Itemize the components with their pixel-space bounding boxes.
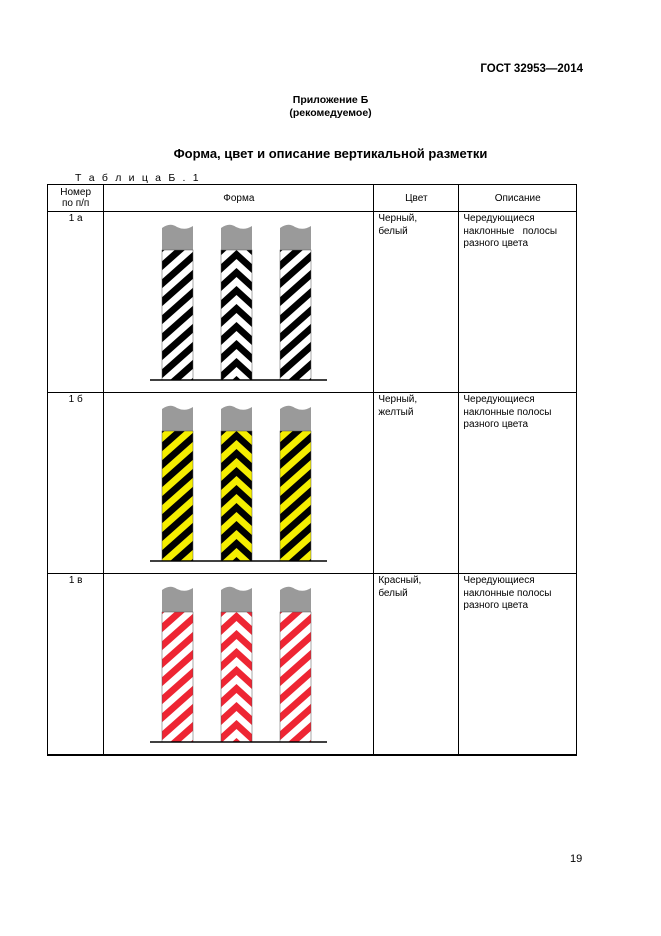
header-number: [48, 185, 104, 212]
header-shape: Форма: [104, 185, 374, 212]
description-line: наклонные полосы: [463, 587, 552, 599]
header-number-line2: по п/п: [61, 198, 90, 209]
row-description: [459, 574, 577, 756]
appendix-heading: [0, 94, 661, 120]
post-illustration: [104, 393, 374, 574]
post-illustration: [104, 212, 374, 393]
color-line: Черный,: [378, 394, 418, 405]
table-row: [48, 393, 577, 574]
color-line: белый: [378, 225, 408, 237]
marking-table: [47, 184, 577, 756]
description-line: наклонные полосы: [463, 406, 552, 418]
table-row: [48, 574, 577, 756]
marking-posts-svg: [104, 212, 373, 392]
description-line: разного цвета: [463, 238, 529, 249]
header-description: Описание: [459, 185, 577, 212]
row-description: [459, 212, 577, 393]
post-cap: [221, 406, 252, 431]
row-number: 1 б: [48, 393, 104, 574]
row-color: [374, 574, 459, 756]
description-line: разного цвета: [463, 600, 529, 611]
post-cap: [162, 406, 193, 431]
marking-posts-svg: [104, 393, 373, 573]
row-color: [374, 393, 459, 574]
page-number: 19: [570, 853, 583, 865]
row-color: [374, 212, 459, 393]
description-line: Чередующиеся: [463, 575, 535, 586]
header-color: Цвет: [374, 185, 459, 212]
header-number-line1: Номер: [60, 187, 92, 198]
color-line: Черный,: [378, 213, 418, 224]
post-cap: [221, 225, 252, 250]
standard-number: ГОСТ 32953—2014: [480, 63, 583, 75]
page-title: Форма, цвет и описание вертикальной разметки: [173, 146, 488, 161]
table-label: Т а б л и ц а Б . 1: [75, 172, 201, 184]
appendix-title: Приложение Б: [292, 94, 369, 106]
marking-posts-svg: [104, 574, 373, 754]
row-number: 1 а: [48, 212, 104, 393]
post-cap: [162, 587, 193, 612]
color-line: желтый: [378, 406, 414, 418]
description-line: наклонные полосы: [463, 225, 558, 237]
post-cap: [280, 225, 311, 250]
post-cap: [280, 406, 311, 431]
description-line: Чередующиеся: [463, 213, 535, 224]
color-line: белый: [378, 587, 408, 599]
appendix-status: (рекомедуемое): [289, 107, 372, 119]
row-number: 1 в: [48, 574, 104, 756]
post-cap: [280, 587, 311, 612]
post-cap: [162, 225, 193, 250]
table-row: [48, 212, 577, 393]
description-line: разного цвета: [463, 419, 529, 430]
post-illustration: [104, 574, 374, 756]
description-line: Чередующиеся: [463, 394, 535, 405]
post-cap: [221, 587, 252, 612]
color-line: Красный,: [378, 575, 422, 586]
table-header-row: [48, 185, 577, 212]
row-description: [459, 393, 577, 574]
